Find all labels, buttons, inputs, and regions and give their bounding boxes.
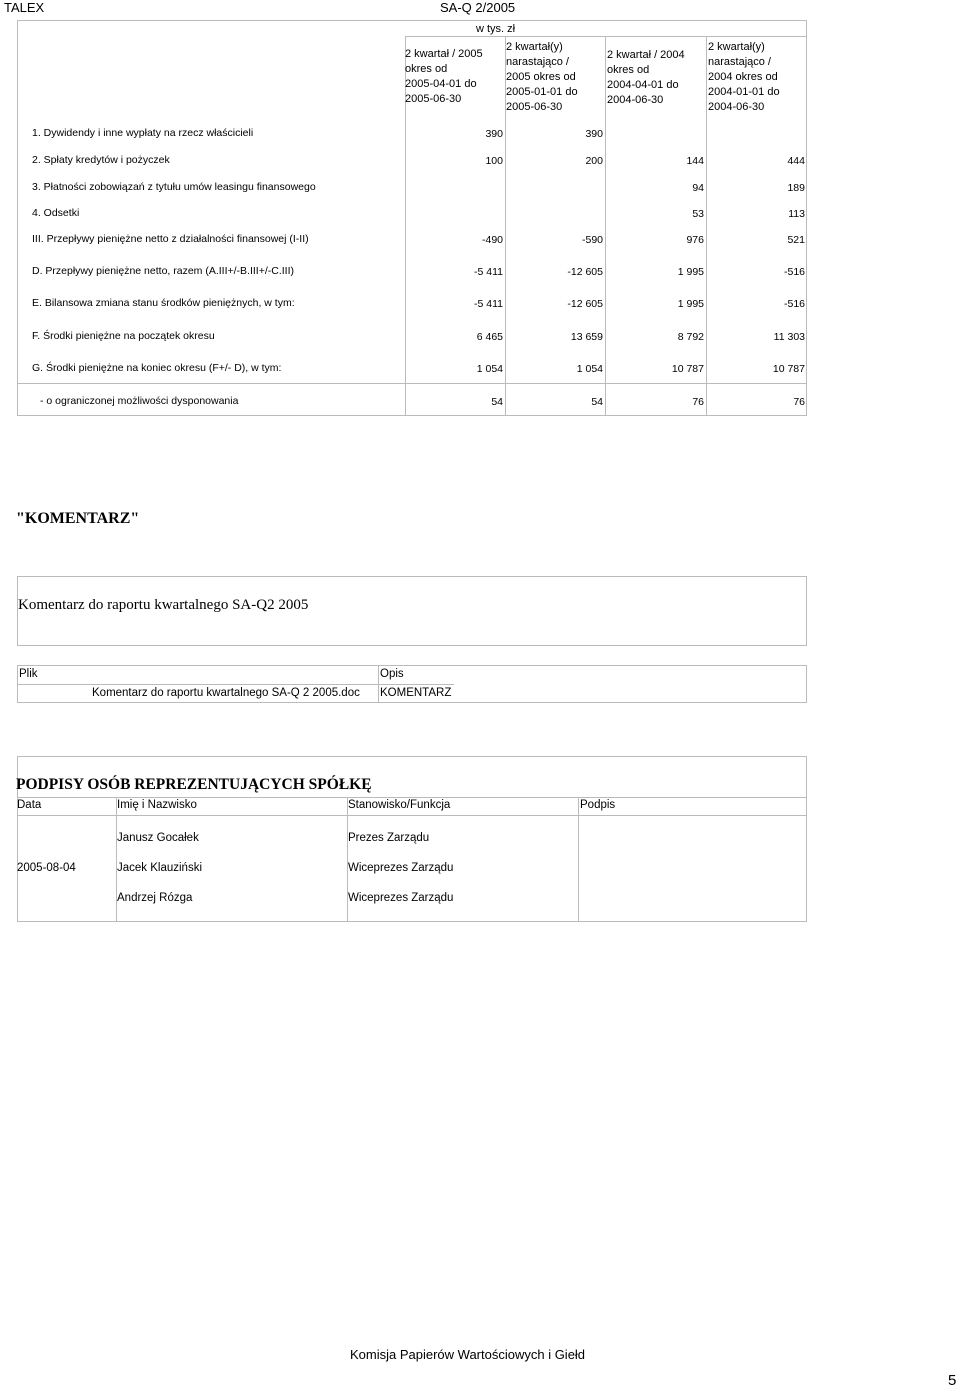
signer-role: Wiceprezes Zarządu xyxy=(348,892,454,904)
table-cell: 54 xyxy=(491,396,503,408)
row-label: F. Środki pieniężne na początek okresu xyxy=(32,330,215,342)
komentarz-text: Komentarz do raportu kwartalnego SA-Q2 2005 xyxy=(18,597,309,613)
table-cell: 13 659 xyxy=(570,331,603,343)
table-cell: -490 xyxy=(481,234,503,246)
signer-role: Wiceprezes Zarządu xyxy=(348,862,454,874)
table-cell: 6 465 xyxy=(476,331,503,343)
signature-date: 2005-08-04 xyxy=(17,862,76,874)
attachment-desc-header: Opis xyxy=(380,668,404,680)
row-label: 1. Dywidendy i inne wypłaty na rzecz właścicieli xyxy=(32,127,254,139)
table-cell: 200 xyxy=(585,155,603,167)
table-cell: 1 054 xyxy=(576,363,603,375)
table-cell: 444 xyxy=(787,155,805,167)
signatures-header-role: Stanowisko/Funkcja xyxy=(348,799,451,811)
signer-name: Andrzej Rózga xyxy=(117,892,193,904)
company-name: TALEX xyxy=(4,0,45,15)
row-label: G. Środki pieniężne na koniec okresu (F+/- D), w tym: xyxy=(32,362,282,374)
column-header-h1-2005: 2 kwartał(y) narastająco / 2005 okres od 2005-01-01 do 2005-06-30 xyxy=(506,41,578,113)
table-cell: 54 xyxy=(591,396,603,408)
footer-text: Komisja Papierów Wartościowych i Giełd xyxy=(350,1347,586,1362)
page-number: 5 xyxy=(948,1372,957,1389)
row-label: III. Przepływy pieniężne netto z działalności finansowej (I-II) xyxy=(32,233,309,245)
table-cell: 8 792 xyxy=(677,331,704,343)
unit-label: w tys. zł xyxy=(476,23,516,35)
table-cell: 76 xyxy=(692,396,704,408)
attachment-gridline xyxy=(378,665,379,703)
table-cell: 1 054 xyxy=(476,363,503,375)
row-label: 2. Spłaty kredytów i pożyczek xyxy=(32,154,170,166)
table-cell: 144 xyxy=(686,155,704,167)
column-header-q2-2004: 2 kwartał / 2004 okres od 2004-04-01 do 2004-06-30 xyxy=(607,49,685,106)
table-cell: 390 xyxy=(485,128,503,140)
table-cell: -590 xyxy=(581,234,603,246)
row-label: 3. Płatności zobowiązań z tytułu umów leasingu finansowego xyxy=(32,181,316,193)
column-header-q2-2005: 2 kwartał / 2005 okres od 2005-04-01 do 2005-06-30 xyxy=(405,48,483,105)
table-cell: 521 xyxy=(787,234,805,246)
table-cell: -516 xyxy=(783,298,805,310)
attachment-file-link[interactable]: Komentarz do raportu kwartalnego SA-Q 2 2005.doc xyxy=(92,687,360,699)
table-cell: 1 995 xyxy=(677,266,704,278)
signatures-header-signature: Podpis xyxy=(580,799,616,811)
signer-name: Janusz Gocałek xyxy=(117,832,199,844)
table-cell: -12 605 xyxy=(567,266,603,278)
table-cell: 76 xyxy=(793,396,805,408)
signatures-gridline xyxy=(17,797,807,798)
attachment-file-header: Plik xyxy=(19,668,38,680)
signatures-header-name: Imię i Nazwisko xyxy=(117,799,197,811)
table-cell: 976 xyxy=(686,234,704,246)
signer-role: Prezes Zarządu xyxy=(348,832,430,844)
report-code: SA-Q 2/2005 xyxy=(440,0,516,15)
table-cell: -12 605 xyxy=(567,298,603,310)
table-cell: 10 787 xyxy=(671,363,704,375)
row-label: D. Przepływy pieniężne netto, razem (A.III+/-B.III+/-C.III) xyxy=(32,265,295,277)
signatures-gridline xyxy=(578,797,579,922)
attachment-gridline xyxy=(17,684,454,685)
row-label: 4. Odsetki xyxy=(32,207,80,219)
signatures-header-date: Data xyxy=(17,799,42,811)
table-cell: 94 xyxy=(692,182,704,194)
table-cell: 10 787 xyxy=(772,363,805,375)
table-cell: 189 xyxy=(787,182,805,194)
table-cell: 11 303 xyxy=(773,331,805,343)
row-label: E. Bilansowa zmiana stanu środków pieniężnych, w tym: xyxy=(32,297,295,309)
table-cell: 100 xyxy=(485,155,503,167)
table-cell: 53 xyxy=(692,208,704,220)
table-gridline xyxy=(405,36,807,37)
signatures-title: PODPISY OSÓB REPREZENTUJĄCYCH SPÓŁKĘ xyxy=(16,776,372,793)
signer-name: Jacek Klauziński xyxy=(117,862,203,874)
table-cell: 113 xyxy=(788,208,805,220)
column-header-h1-2004: 2 kwartał(y) narastająco / 2004 okres od 2004-01-01 do 2004-06-30 xyxy=(708,41,780,113)
table-cell: -5 411 xyxy=(474,266,503,278)
table-cell: 1 995 xyxy=(677,298,704,310)
table-cell: -516 xyxy=(783,266,805,278)
table-cell: 390 xyxy=(585,128,603,140)
table-gridline xyxy=(17,383,807,384)
signatures-gridline xyxy=(17,815,807,816)
row-label: - o ograniczonej możliwości dysponowania xyxy=(40,395,239,407)
komentarz-title: "KOMENTARZ" xyxy=(16,510,140,527)
attachment-file-desc: KOMENTARZ xyxy=(380,687,452,699)
table-cell: -5 411 xyxy=(474,298,503,310)
